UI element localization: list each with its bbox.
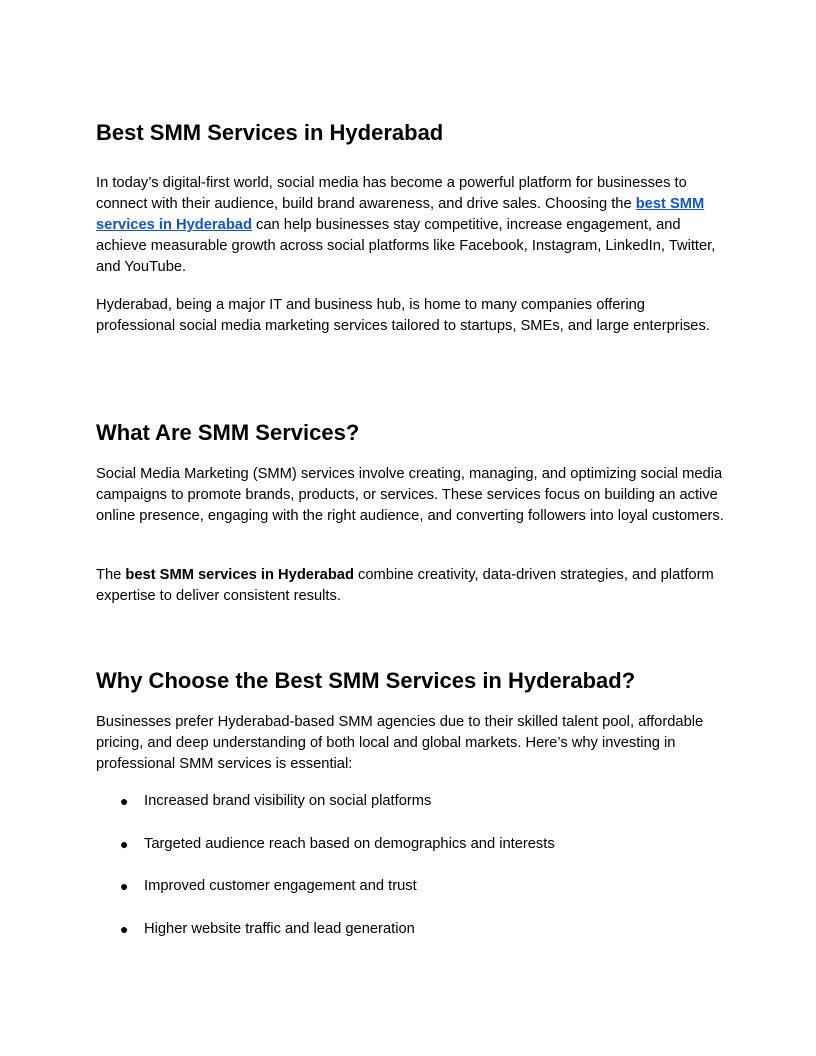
combine-text-before: The bbox=[96, 567, 126, 583]
section-heading-why-choose: Why Choose the Best SMM Services in Hyderabad? bbox=[96, 668, 636, 693]
bullet-icon: ● bbox=[120, 835, 129, 852]
list-item bbox=[96, 876, 726, 897]
intro-paragraph bbox=[96, 173, 726, 278]
why-choose-paragraph: Businesses prefer Hyderabad-based SMM agencies due to their skilled talent pool, affordable pricing, and deep understanding of both local and global markets. Here’s why investing in professional SMM services is essential: bbox=[96, 714, 704, 772]
combine-text-after: combine creativity, data-driven strategies, and platform expertise to deliver consistent results. bbox=[96, 567, 714, 604]
intro-text-after: can help businesses stay competitive, increase engagement, and achieve measurable growth across social platforms like Facebook, Instagram, LinkedIn, Twitter, and YouTube. bbox=[96, 217, 716, 275]
list-item-text: Increased brand visibility on social platforms bbox=[144, 793, 432, 809]
bullet-icon: ● bbox=[120, 878, 129, 894]
intro-text-before: In today’s digital-first world, social media has become a powerful platform for businesses to connect with their audience, build brand awareness, and drive sales. Choosing the bbox=[96, 175, 687, 212]
section-heading-best-smm: Best SMM Services in Hyderabad bbox=[96, 120, 444, 145]
hyderabad-hub-paragraph: Hyderabad, being a major IT and business hub, is home to many companies offering professional social media marketing services tailored to startups, SMEs, and large enterprises. bbox=[96, 297, 710, 334]
list-item bbox=[96, 834, 726, 855]
benefits-list bbox=[96, 791, 726, 961]
list-item bbox=[96, 791, 726, 812]
best-smm-link[interactable]: best SMM services in Hyderabad bbox=[96, 196, 705, 233]
combine-text-bold: best SMM services in Hyderabad bbox=[125, 567, 354, 583]
smm-definition-paragraph: Social Media Marketing (SMM) services involve creating, managing, and optimizing social media campaigns to promote brands, products, or services. These services focus on building an active online presence, engaging with the right audience, and converting followers into loyal customers. bbox=[96, 466, 724, 524]
list-item-text: Higher website traffic and lead generation bbox=[144, 920, 415, 937]
bullet-icon: ● bbox=[120, 920, 129, 937]
bullet-icon: ● bbox=[120, 793, 129, 809]
list-item-text: Targeted audience reach based on demographics and interests bbox=[144, 835, 555, 852]
smm-combine-paragraph bbox=[96, 565, 726, 607]
list-item bbox=[96, 919, 726, 940]
list-item-text: Improved customer engagement and trust bbox=[144, 878, 417, 894]
section-heading-what-are-smm: What Are SMM Services? bbox=[96, 420, 360, 445]
